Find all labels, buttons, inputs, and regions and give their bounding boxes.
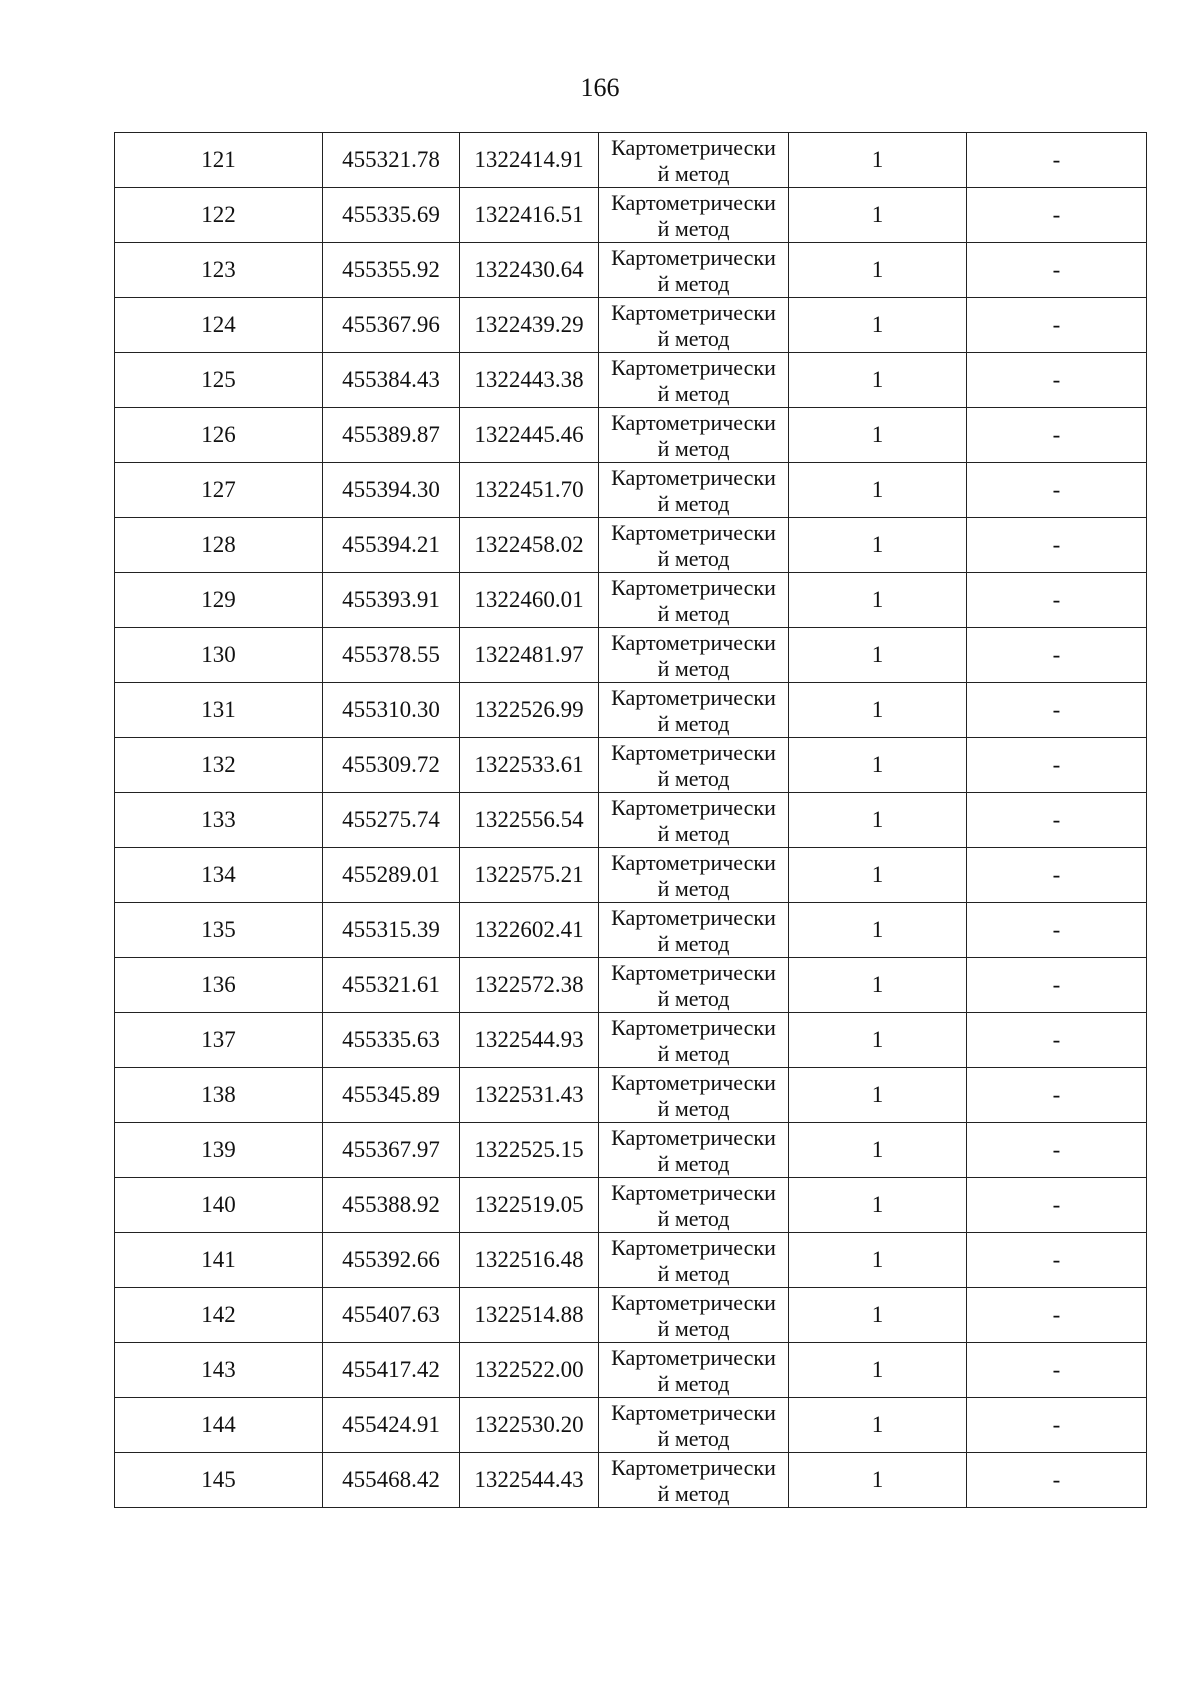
note-cell: - xyxy=(967,133,1147,188)
point-number-cell: 139 xyxy=(115,1123,323,1178)
y-coordinate-cell: 1322530.20 xyxy=(460,1398,599,1453)
method-text-line-1: Картометрически xyxy=(611,1344,776,1370)
accuracy-cell: 1 xyxy=(789,1068,967,1123)
note-cell: - xyxy=(967,1123,1147,1178)
y-coordinate-cell: 1322531.43 xyxy=(460,1068,599,1123)
point-number-cell: 123 xyxy=(115,243,323,298)
table-row xyxy=(115,903,1147,958)
method-text-line-2: й метод xyxy=(657,600,730,626)
note-cell: - xyxy=(967,1453,1147,1508)
table-row xyxy=(115,518,1147,573)
method-cell xyxy=(599,463,789,518)
method-text-line-2: й метод xyxy=(657,1095,730,1121)
y-coordinate-cell: 1322414.91 xyxy=(460,133,599,188)
method-text-line-2: й метод xyxy=(657,1150,730,1176)
point-number-cell: 124 xyxy=(115,298,323,353)
method-cell xyxy=(599,848,789,903)
y-coordinate-cell: 1322575.21 xyxy=(460,848,599,903)
point-number-cell: 142 xyxy=(115,1288,323,1343)
accuracy-cell: 1 xyxy=(789,848,967,903)
table-row xyxy=(115,353,1147,408)
note-cell: - xyxy=(967,1178,1147,1233)
table-row xyxy=(115,683,1147,738)
y-coordinate-cell: 1322445.46 xyxy=(460,408,599,463)
table-row xyxy=(115,628,1147,683)
accuracy-cell: 1 xyxy=(789,1123,967,1178)
y-coordinate-cell: 1322481.97 xyxy=(460,628,599,683)
accuracy-cell: 1 xyxy=(789,243,967,298)
y-coordinate-cell: 1322516.48 xyxy=(460,1233,599,1288)
accuracy-cell: 1 xyxy=(789,738,967,793)
x-coordinate-cell: 455335.63 xyxy=(323,1013,460,1068)
method-text-line-1: Картометрически xyxy=(611,794,776,820)
y-coordinate-cell: 1322430.64 xyxy=(460,243,599,298)
accuracy-cell: 1 xyxy=(789,188,967,243)
method-text-line-1: Картометрически xyxy=(611,1014,776,1040)
method-cell xyxy=(599,1068,789,1123)
method-cell xyxy=(599,628,789,683)
accuracy-cell: 1 xyxy=(789,1288,967,1343)
note-cell: - xyxy=(967,1013,1147,1068)
table-row xyxy=(115,1123,1147,1178)
table-row xyxy=(115,958,1147,1013)
method-text-line-1: Картометрически xyxy=(611,959,776,985)
point-number-cell: 127 xyxy=(115,463,323,518)
table-row xyxy=(115,1233,1147,1288)
x-coordinate-cell: 455468.42 xyxy=(323,1453,460,1508)
note-cell: - xyxy=(967,958,1147,1013)
point-number-cell: 140 xyxy=(115,1178,323,1233)
table-row xyxy=(115,298,1147,353)
point-number-cell: 131 xyxy=(115,683,323,738)
method-text-line-2: й метод xyxy=(657,655,730,681)
note-cell: - xyxy=(967,1233,1147,1288)
method-text-line-1: Картометрически xyxy=(611,904,776,930)
accuracy-cell: 1 xyxy=(789,683,967,738)
accuracy-cell: 1 xyxy=(789,408,967,463)
x-coordinate-cell: 455389.87 xyxy=(323,408,460,463)
method-text-line-1: Картометрически xyxy=(611,134,776,160)
y-coordinate-cell: 1322525.15 xyxy=(460,1123,599,1178)
method-text-line-1: Картометрически xyxy=(611,1454,776,1480)
table-row xyxy=(115,573,1147,628)
method-cell xyxy=(599,1233,789,1288)
x-coordinate-cell: 455367.97 xyxy=(323,1123,460,1178)
method-text-line-2: й метод xyxy=(657,820,730,846)
x-coordinate-cell: 455417.42 xyxy=(323,1343,460,1398)
method-text-line-1: Картометрически xyxy=(611,739,776,765)
note-cell: - xyxy=(967,463,1147,518)
method-cell xyxy=(599,243,789,298)
note-cell: - xyxy=(967,408,1147,463)
note-cell: - xyxy=(967,573,1147,628)
method-text-line-2: й метод xyxy=(657,215,730,241)
method-text-line-2: й метод xyxy=(657,490,730,516)
coordinates-table-body xyxy=(115,133,1147,1508)
table-row xyxy=(115,133,1147,188)
note-cell: - xyxy=(967,1068,1147,1123)
point-number-cell: 121 xyxy=(115,133,323,188)
table-row xyxy=(115,1013,1147,1068)
method-text-line-1: Картометрически xyxy=(611,1069,776,1095)
accuracy-cell: 1 xyxy=(789,793,967,848)
method-text-line-2: й метод xyxy=(657,875,730,901)
point-number-cell: 141 xyxy=(115,1233,323,1288)
note-cell: - xyxy=(967,793,1147,848)
method-text-line-2: й метод xyxy=(657,1370,730,1396)
x-coordinate-cell: 455393.91 xyxy=(323,573,460,628)
note-cell: - xyxy=(967,1288,1147,1343)
y-coordinate-cell: 1322544.43 xyxy=(460,1453,599,1508)
method-cell xyxy=(599,1123,789,1178)
method-text-line-2: й метод xyxy=(657,765,730,791)
note-cell: - xyxy=(967,683,1147,738)
accuracy-cell: 1 xyxy=(789,1453,967,1508)
table-row xyxy=(115,1068,1147,1123)
note-cell: - xyxy=(967,518,1147,573)
method-cell xyxy=(599,1343,789,1398)
point-number-cell: 135 xyxy=(115,903,323,958)
method-text-line-1: Картометрически xyxy=(611,299,776,325)
point-number-cell: 132 xyxy=(115,738,323,793)
method-text-line-1: Картометрически xyxy=(611,354,776,380)
method-text-line-1: Картометрически xyxy=(611,574,776,600)
accuracy-cell: 1 xyxy=(789,1398,967,1453)
method-cell xyxy=(599,738,789,793)
method-text-line-2: й метод xyxy=(657,1315,730,1341)
accuracy-cell: 1 xyxy=(789,298,967,353)
page-number: 166 xyxy=(580,73,620,102)
method-cell xyxy=(599,1453,789,1508)
y-coordinate-cell: 1322458.02 xyxy=(460,518,599,573)
table-row xyxy=(115,848,1147,903)
accuracy-cell: 1 xyxy=(789,463,967,518)
method-text-line-1: Картометрически xyxy=(611,1234,776,1260)
accuracy-cell: 1 xyxy=(789,903,967,958)
x-coordinate-cell: 455424.91 xyxy=(323,1398,460,1453)
y-coordinate-cell: 1322514.88 xyxy=(460,1288,599,1343)
x-coordinate-cell: 455321.78 xyxy=(323,133,460,188)
x-coordinate-cell: 455394.30 xyxy=(323,463,460,518)
point-number-cell: 134 xyxy=(115,848,323,903)
table-row xyxy=(115,1178,1147,1233)
method-text-line-2: й метод xyxy=(657,1205,730,1231)
method-text-line-1: Картометрически xyxy=(611,244,776,270)
table-row xyxy=(115,1398,1147,1453)
y-coordinate-cell: 1322544.93 xyxy=(460,1013,599,1068)
accuracy-cell: 1 xyxy=(789,1178,967,1233)
method-text-line-2: й метод xyxy=(657,325,730,351)
method-cell xyxy=(599,133,789,188)
method-cell xyxy=(599,408,789,463)
accuracy-cell: 1 xyxy=(789,518,967,573)
note-cell: - xyxy=(967,903,1147,958)
x-coordinate-cell: 455289.01 xyxy=(323,848,460,903)
method-text-line-2: й метод xyxy=(657,1480,730,1506)
method-cell xyxy=(599,1013,789,1068)
table-row xyxy=(115,243,1147,298)
point-number-cell: 144 xyxy=(115,1398,323,1453)
method-text-line-2: й метод xyxy=(657,710,730,736)
y-coordinate-cell: 1322556.54 xyxy=(460,793,599,848)
accuracy-cell: 1 xyxy=(789,573,967,628)
method-cell xyxy=(599,903,789,958)
accuracy-cell: 1 xyxy=(789,1233,967,1288)
x-coordinate-cell: 455309.72 xyxy=(323,738,460,793)
table-row xyxy=(115,738,1147,793)
y-coordinate-cell: 1322439.29 xyxy=(460,298,599,353)
note-cell: - xyxy=(967,1398,1147,1453)
method-text-line-1: Картометрически xyxy=(611,684,776,710)
method-cell xyxy=(599,1288,789,1343)
point-number-cell: 138 xyxy=(115,1068,323,1123)
method-cell xyxy=(599,188,789,243)
method-text-line-1: Картометрически xyxy=(611,464,776,490)
method-text-line-1: Картометрически xyxy=(611,1289,776,1315)
method-cell xyxy=(599,1398,789,1453)
method-text-line-1: Картометрически xyxy=(611,519,776,545)
point-number-cell: 122 xyxy=(115,188,323,243)
note-cell: - xyxy=(967,848,1147,903)
x-coordinate-cell: 455367.96 xyxy=(323,298,460,353)
x-coordinate-cell: 455392.66 xyxy=(323,1233,460,1288)
y-coordinate-cell: 1322533.61 xyxy=(460,738,599,793)
x-coordinate-cell: 455315.39 xyxy=(323,903,460,958)
accuracy-cell: 1 xyxy=(789,353,967,408)
y-coordinate-cell: 1322416.51 xyxy=(460,188,599,243)
point-number-cell: 130 xyxy=(115,628,323,683)
x-coordinate-cell: 455378.55 xyxy=(323,628,460,683)
method-cell xyxy=(599,1178,789,1233)
y-coordinate-cell: 1322519.05 xyxy=(460,1178,599,1233)
method-text-line-2: й метод xyxy=(657,545,730,571)
x-coordinate-cell: 455388.92 xyxy=(323,1178,460,1233)
x-coordinate-cell: 455345.89 xyxy=(323,1068,460,1123)
method-text-line-1: Картометрически xyxy=(611,1124,776,1150)
method-text-line-1: Картометрически xyxy=(611,1399,776,1425)
accuracy-cell: 1 xyxy=(789,1343,967,1398)
x-coordinate-cell: 455275.74 xyxy=(323,793,460,848)
note-cell: - xyxy=(967,188,1147,243)
note-cell: - xyxy=(967,1343,1147,1398)
method-cell xyxy=(599,683,789,738)
method-text-line-2: й метод xyxy=(657,270,730,296)
method-cell xyxy=(599,518,789,573)
y-coordinate-cell: 1322451.70 xyxy=(460,463,599,518)
method-text-line-1: Картометрически xyxy=(611,1179,776,1205)
x-coordinate-cell: 455394.21 xyxy=(323,518,460,573)
method-cell xyxy=(599,353,789,408)
point-number-cell: 143 xyxy=(115,1343,323,1398)
method-text-line-2: й метод xyxy=(657,1260,730,1286)
x-coordinate-cell: 455384.43 xyxy=(323,353,460,408)
method-text-line-2: й метод xyxy=(657,435,730,461)
accuracy-cell: 1 xyxy=(789,958,967,1013)
method-text-line-1: Картометрически xyxy=(611,189,776,215)
method-cell xyxy=(599,958,789,1013)
method-text-line-2: й метод xyxy=(657,160,730,186)
method-text-line-2: й метод xyxy=(657,930,730,956)
y-coordinate-cell: 1322522.00 xyxy=(460,1343,599,1398)
point-number-cell: 129 xyxy=(115,573,323,628)
note-cell: - xyxy=(967,243,1147,298)
point-number-cell: 128 xyxy=(115,518,323,573)
method-cell xyxy=(599,573,789,628)
y-coordinate-cell: 1322602.41 xyxy=(460,903,599,958)
point-number-cell: 125 xyxy=(115,353,323,408)
note-cell: - xyxy=(967,628,1147,683)
method-text-line-2: й метод xyxy=(657,985,730,1011)
table-row xyxy=(115,408,1147,463)
accuracy-cell: 1 xyxy=(789,1013,967,1068)
method-text-line-2: й метод xyxy=(657,1040,730,1066)
table-row xyxy=(115,1453,1147,1508)
point-number-cell: 126 xyxy=(115,408,323,463)
x-coordinate-cell: 455355.92 xyxy=(323,243,460,298)
y-coordinate-cell: 1322572.38 xyxy=(460,958,599,1013)
x-coordinate-cell: 455407.63 xyxy=(323,1288,460,1343)
method-cell xyxy=(599,793,789,848)
point-number-cell: 145 xyxy=(115,1453,323,1508)
method-text-line-1: Картометрически xyxy=(611,409,776,435)
table-row xyxy=(115,1288,1147,1343)
table-row xyxy=(115,1343,1147,1398)
y-coordinate-cell: 1322526.99 xyxy=(460,683,599,738)
table-row xyxy=(115,463,1147,518)
note-cell: - xyxy=(967,298,1147,353)
method-text-line-2: й метод xyxy=(657,1425,730,1451)
table-row xyxy=(115,188,1147,243)
y-coordinate-cell: 1322460.01 xyxy=(460,573,599,628)
point-number-cell: 133 xyxy=(115,793,323,848)
coordinates-table xyxy=(114,132,1147,1508)
x-coordinate-cell: 455335.69 xyxy=(323,188,460,243)
x-coordinate-cell: 455321.61 xyxy=(323,958,460,1013)
note-cell: - xyxy=(967,353,1147,408)
point-number-cell: 136 xyxy=(115,958,323,1013)
x-coordinate-cell: 455310.30 xyxy=(323,683,460,738)
accuracy-cell: 1 xyxy=(789,133,967,188)
accuracy-cell: 1 xyxy=(789,628,967,683)
method-text-line-1: Картометрически xyxy=(611,629,776,655)
note-cell: - xyxy=(967,738,1147,793)
y-coordinate-cell: 1322443.38 xyxy=(460,353,599,408)
method-cell xyxy=(599,298,789,353)
method-text-line-1: Картометрически xyxy=(611,849,776,875)
method-text-line-2: й метод xyxy=(657,380,730,406)
point-number-cell: 137 xyxy=(115,1013,323,1068)
table-row xyxy=(115,793,1147,848)
